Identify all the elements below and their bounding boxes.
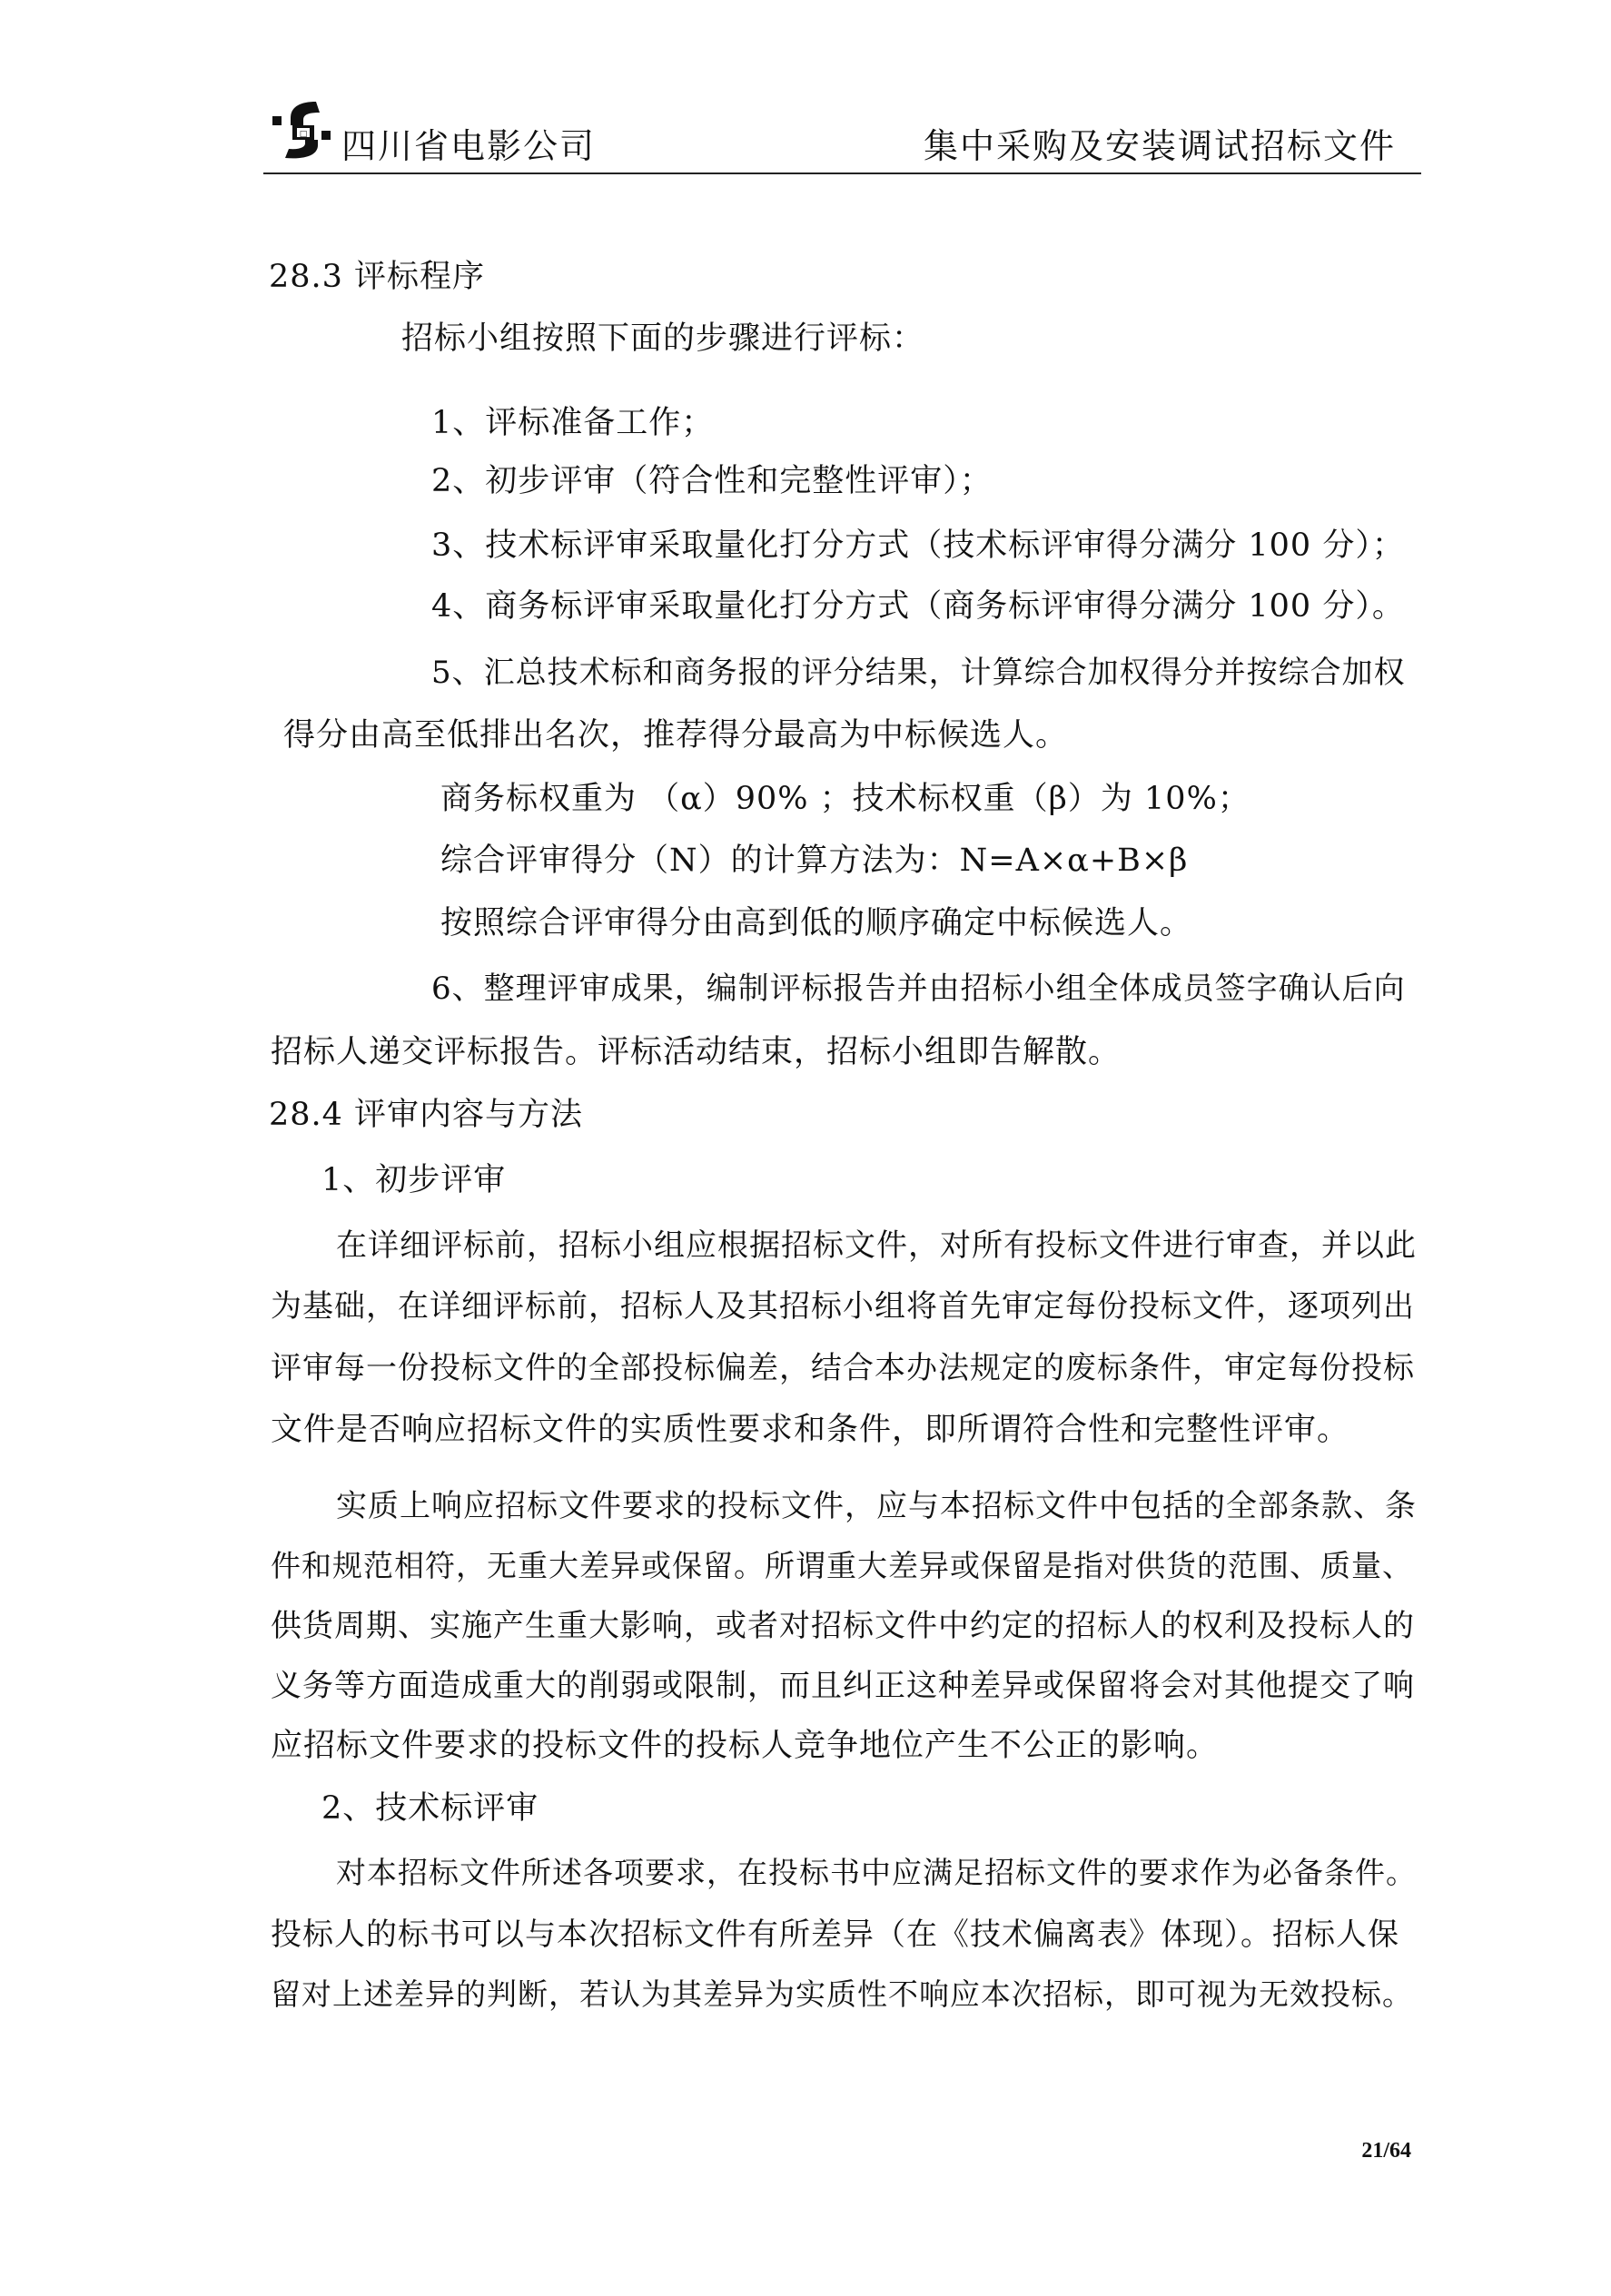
list-item-step-6-line-2: 招标人递交评标报告。评标活动结束，招标小组即告解散。: [271, 1034, 1122, 1070]
paragraph-2-line-5: 应招标文件要求的投标文件的投标人竞争地位产生不公正的影响。: [271, 1728, 1220, 1764]
paragraph-2-line-1: 实质上响应招标文件要求的投标文件，应与本招标文件中包括的全部条款、条: [336, 1488, 1417, 1524]
ranking-line: 按照综合评审得分由高到低的顺序确定中标候选人。: [440, 905, 1193, 941]
paragraph-3-line-3: 留对上述差异的判断，若认为其差异为实质性不响应本次招标，即可视为无效投标。: [271, 1976, 1413, 2012]
paragraph-2-line-2: 件和规范相符，无重大差异或保留。所谓重大差异或保留是指对供货的范围、质量、: [271, 1548, 1413, 1583]
header-divider: [263, 172, 1421, 174]
paragraph-2-line-3: 供货周期、实施产生重大影响，或者对招标文件中约定的招标人的权利及投标人的: [271, 1608, 1415, 1644]
sichuan-film-logo-icon: [272, 100, 336, 162]
paragraph-1-line-3: 评审每一份投标文件的全部投标偏差，结合本办法规定的废标条件，审定每份投标: [271, 1350, 1415, 1386]
page-number: 21/64: [1361, 2139, 1411, 2163]
document-title: 集中采购及安装调试招标文件: [923, 126, 1396, 166]
svg-text:□: □: [299, 130, 308, 139]
list-item-step-1: 1、评标准备工作；: [431, 405, 715, 441]
list-item-step-5-line-2: 得分由高至低排出名次，推荐得分最高为中标候选人。: [283, 717, 1069, 754]
company-name: 四川省电影公司: [341, 126, 597, 166]
section-heading-28-4: 28.4 评审内容与方法: [269, 1097, 584, 1133]
page-header: [263, 100, 1421, 172]
list-item-step-2: 2、初步评审（符合性和完整性评审）；: [431, 463, 993, 499]
section-heading-28-3: 28.3 评标程序: [269, 259, 486, 295]
paragraph-1-line-4: 文件是否响应招标文件的实质性要求和条件，即所谓符合性和完整性评审。: [271, 1412, 1350, 1448]
paragraph-intro: 招标小组按照下面的步骤进行评标：: [401, 320, 925, 357]
formula-line: 综合评审得分（N）的计算方法为：N=A×α+B×β: [440, 843, 1189, 879]
paragraph-3-line-2: 投标人的标书可以与本次招标文件有所差异（在《技术偏离表》体现）。招标人保: [271, 1917, 1399, 1953]
weights-line: 商务标权重为 （α）90% ；技术标权重（β）为 10%；: [440, 781, 1250, 817]
paragraph-1-line-2: 为基础，在详细评标前，招标人及其招标小组将首先审定每份投标文件，逐项列出: [271, 1288, 1415, 1325]
paragraph-2-line-4: 义务等方面造成重大的削弱或限制，而且纠正这种差异或保留将会对其他提交了响: [271, 1668, 1415, 1704]
list-item-step-6-line-1: 6、整理评审成果，编制评标报告并由招标小组全体成员签字确认后向: [431, 971, 1406, 1007]
subsection-heading-2: 2、技术标评审: [321, 1790, 539, 1827]
subsection-heading-1: 1、初步评审: [321, 1162, 507, 1198]
paragraph-1-line-1: 在详细评标前，招标小组应根据招标文件，对所有投标文件进行审查，并以此: [336, 1227, 1417, 1264]
paragraph-3-line-1: 对本招标文件所述各项要求，在投标书中应满足招标文件的要求作为必备条件。: [336, 1855, 1417, 1890]
list-item-step-4: 4、商务标评审采取量化打分方式（商务标评审得分满分 100 分）。: [431, 588, 1405, 625]
list-item-step-5-line-1: 5、汇总技术标和商务报的评分结果，计算综合加权得分并按综合加权: [431, 655, 1406, 691]
list-item-step-3: 3、技术标评审采取量化打分方式（技术标评审得分满分 100 分）；: [431, 527, 1405, 564]
